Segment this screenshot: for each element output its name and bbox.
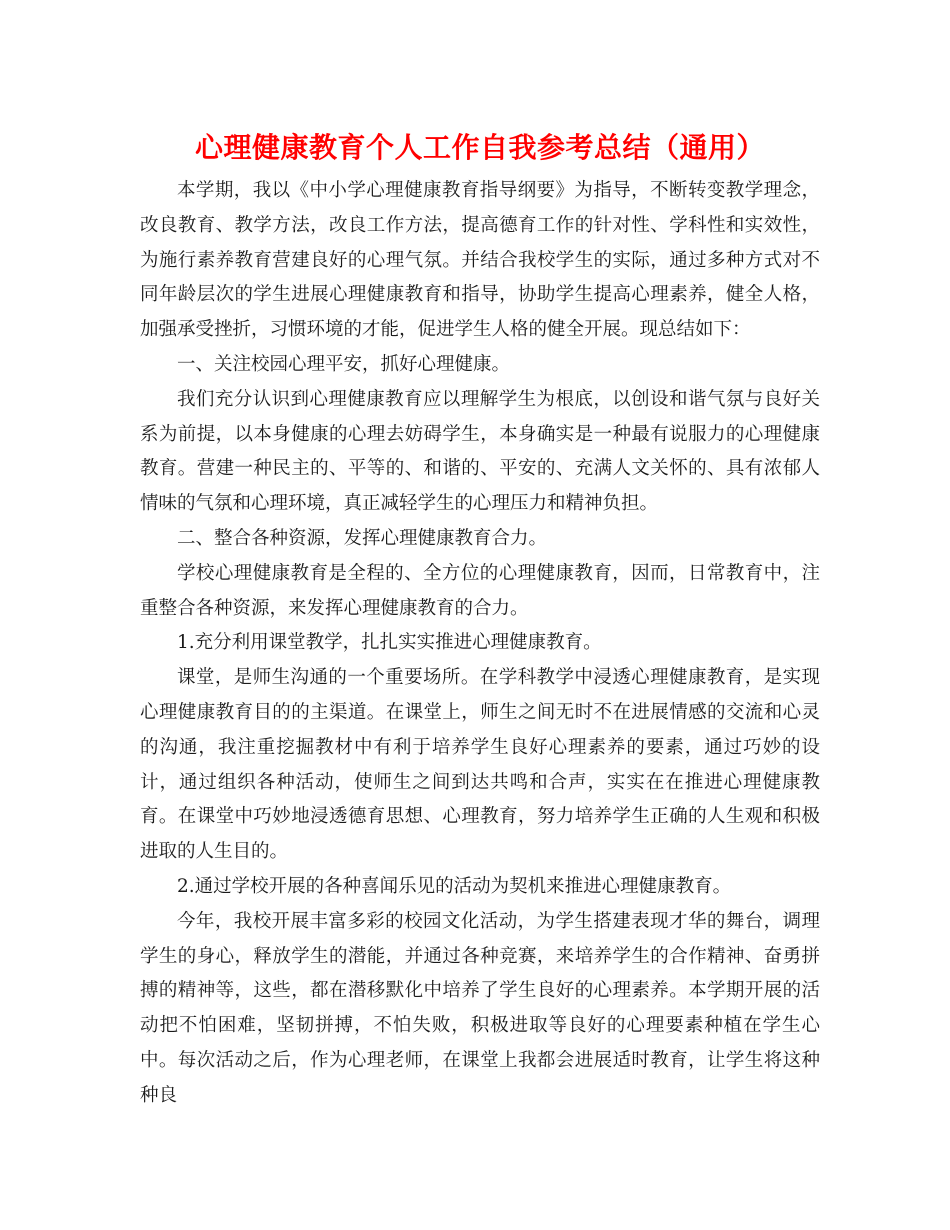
subsection-heading-2: 2.通过学校开展的各种喜闻乐见的活动为契机来推进心理健康教育。 (177, 875, 732, 897)
section-heading-2: 二、整合各种资源，发挥心理健康教育合力。 (177, 527, 548, 549)
paragraph-subsection-2: 今年，我校开展丰富多彩的校园文化活动，为学生搭建表现才华的舞台，调理学生的身心，释放学生的潜能，并通过各种竞赛，来培养学生的合作精神、奋勇拼搏的精神等，这些，都在潜移默化中培养了学生良好的心理素养。本学期开展的活动把不怕困难，坚韧拼搏，不怕失败，积极进取等良好的心理要素种植在学生心中。每次活动之后，作为心理老师，在课堂上我都会进展适时教育，让学生将这种种良 (140, 910, 820, 1106)
document-title: 心理健康教育个人工作自我参考总结（通用） (194, 131, 765, 164)
paragraph-section-2: 学校心理健康教育是全程的、全方位的心理健康教育，因而，日常教育中，注重整合各种资源，来发挥心理健康教育的合力。 (140, 562, 820, 619)
subsection-heading-1: 1.充分利用课堂教学，扎扎实实推进心理健康教育。 (177, 632, 602, 654)
paragraph-section-1: 我们充分认识到心理健康教育应以理解学生为根底，以创设和谐气氛与良好关系为前提，以本身健康的心理去妨碍学生，本身确实是一种最有说服力的心理健康教育。营建一种民主的、平等的、和谐的、平安的、充满人文关怀的、具有浓郁人情味的气氛和心理环境，真正减轻学生的心理压力和精神负担。 (140, 388, 820, 515)
paragraph-intro: 本学期，我以《中小学心理健康教育指导纲要》为指导，不断转变教学理念，改良教育、教学方法，改良工作方法，提高德育工作的针对性、学科性和实效性，为施行素养教育营建良好的心理气氛。并结合我校学生的实际，通过多种方式对不同年龄层次的学生进展心理健康教育和指导，协助学生提高心理素养，健全人格，加强承受挫折，习惯环境的才能，促进学生人格的健全开展。现总结如下： (140, 180, 820, 341)
paragraph-subsection-1: 课堂，是师生沟通的一个重要场所。在学科教学中浸透心理健康教育，是实现心理健康教育目的的主渠道。在课堂上，师生之间无时不在进展情感的交流和心灵的沟通，我注重挖掘教材中有利于培养学生良好心理素养的要素，通过巧妙的设计，通过组织各种活动，使师生之间到达共鸣和合声，实实在在推进心理健康教育。在课堂中巧妙地浸透德育思想、心理教育，努力培养学生正确的人生观和积极进取的人生目的。 (140, 667, 820, 863)
section-heading-1: 一、关注校园心理平安，抓好心理健康。 (177, 353, 511, 375)
